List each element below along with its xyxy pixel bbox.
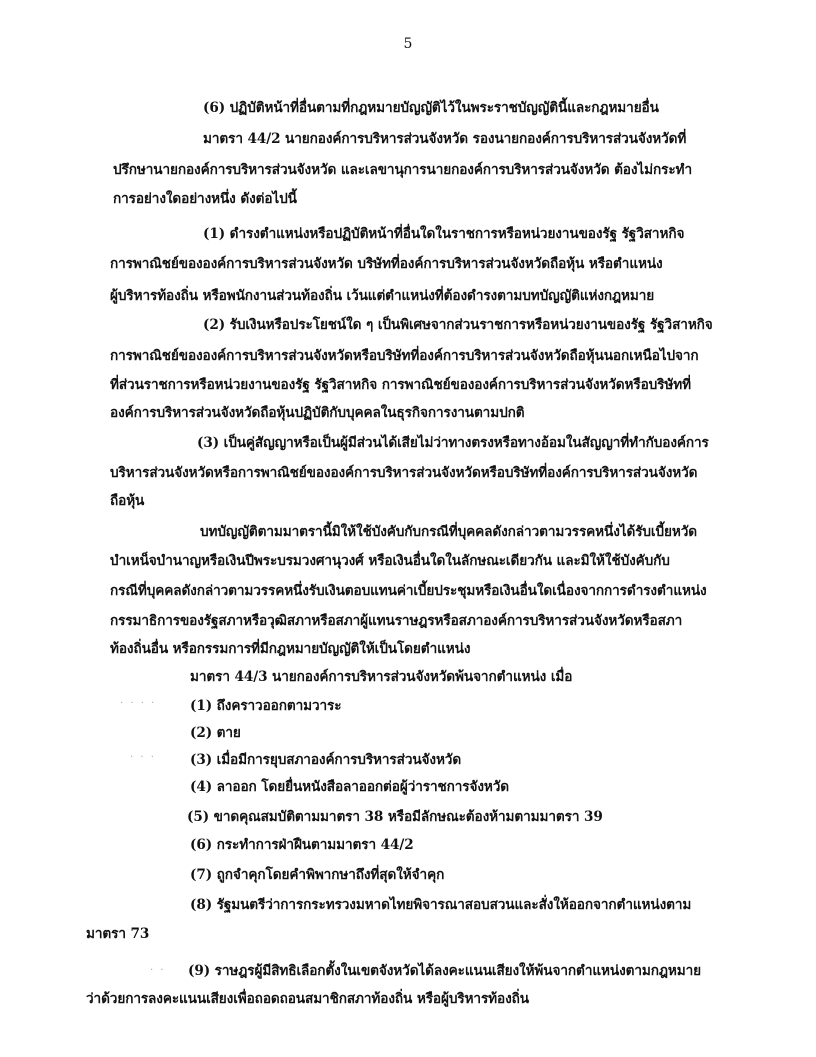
paragraph-line: การพาณิชย์ขององค์การบริหารส่วนจังหวัดหรือบริษัทที่องค์การบริหารส่วนจังหวัดถือหุ้นนอกเหนือไปจาก xyxy=(110,348,699,364)
paragraph-line: ท้องถิ่นอื่น หรือกรรมการที่มีกฎหมายบัญญัติให้เป็นโดยตำแหน่ง xyxy=(110,641,471,657)
paragraph-line: การพาณิชย์ขององค์การบริหารส่วนจังหวัด บริษัทที่องค์การบริหารส่วนจังหวัดถือหุ้น หรือตำแหน่ง xyxy=(110,256,663,272)
paragraph-line: ถือหุ้น xyxy=(110,493,145,509)
list-item-line: (8) รัฐมนตรีว่าการกระทรวงมหาดไทยพิจารณาสอบสวนและสั่งให้ออกจากตำแหน่งตาม xyxy=(190,897,692,913)
paragraph-line: องค์การบริหารส่วนจังหวัดถือหุ้นปฏิบัติกับบุคคลในธุรกิจการงานตามปกติ xyxy=(110,405,525,421)
section-heading-line: มาตรา 44/2 นายกองค์การบริหารส่วนจังหวัด รองนายกองค์การบริหารส่วนจังหวัดที่ xyxy=(203,131,687,147)
list-item-line: (9) ราษฎรผู้มีสิทธิเลือกตั้งในเขตจังหวัดได้ลงคะแนนเสียงให้พ้นจากตำแหน่งตามกฎหมาย xyxy=(188,963,702,979)
section-heading-line: มาตรา 44/3 นายกองค์การบริหารส่วนจังหวัดพ้นจากตำแหน่ง เมื่อ xyxy=(190,669,573,685)
list-item-line: (1) ถึงคราวออกตามวาระ xyxy=(190,698,342,714)
scan-speckle: · · · · xyxy=(120,698,157,709)
paragraph-line: บริหารส่วนจังหวัดหรือการพาณิชย์ขององค์การบริหารส่วนจังหวัดหรือบริษัทที่องค์การบริหารส่วนจังหวัด xyxy=(110,465,698,481)
list-item-line: (6) กระทำการฝ่าฝืนตามมาตรา 44/2 xyxy=(190,837,414,853)
list-item-line: (5) ขาดคุณสมบัติตามมาตรา 38 หรือมีลักษณะต้องห้ามตามมาตรา 39 xyxy=(187,809,603,825)
paragraph-line: ที่ส่วนราชการหรือหน่วยงานของรัฐ รัฐวิสาหกิจ การพาณิชย์ขององค์การบริหารส่วนจังหวัดหรือบริษัทที่ xyxy=(110,377,691,393)
paragraph-line: ว่าด้วยการลงคะแนนเสียงเพื่อถอดถอนสมาชิกสภาท้องถิ่น หรือผู้บริหารท้องถิ่น xyxy=(86,991,529,1007)
paragraph-line: บทบัญญัติตามมาตรานี้มิให้ใช้บังคับกับกรณีที่บุคคลดังกล่าวตามวรรคหนึ่งได้รับเบี้ยหวัด xyxy=(200,524,697,540)
list-item-line: (7) ถูกจำคุกโดยคำพิพากษาถึงที่สุดให้จำคุก xyxy=(190,867,445,883)
scan-speckle: · · · xyxy=(130,752,156,763)
paragraph-line: ผู้บริหารท้องถิ่น หรือพนักงานส่วนท้องถิ่น เว้นแต่ตำแหน่งที่ต้องดำรงตามบทบัญญัติแห่งกฎหมาย xyxy=(110,288,655,304)
list-item-line: (4) ลาออก โดยยื่นหนังสือลาออกต่อผู้ว่าราชการจังหวัด xyxy=(190,779,510,795)
paragraph-line: กรรมาธิการของรัฐสภาหรือวุฒิสภาหรือสภาผู้แทนราษฎรหรือสภาองค์การบริหารส่วนจังหวัดหรือสภา xyxy=(110,613,683,629)
list-item-line: (1) ดำรงตำแหน่งหรือปฏิบัติหน้าที่อื่นใดในราชการหรือหน่วยงานของรัฐ รัฐวิสาหกิจ xyxy=(203,226,685,242)
paragraph-line: ปรึกษานายกองค์การบริหารส่วนจังหวัด และเลขานุการนายกองค์การบริหารส่วนจังหวัด ต้องไม่กระทำ xyxy=(113,162,693,178)
list-item-line: (3) เป็นคู่สัญญาหรือเป็นผู้มีส่วนได้เสียไม่ว่าทางตรงหรือทางอ้อมในสัญญาที่ทำกับองค์การ xyxy=(197,435,709,451)
paragraph-line: มาตรา 73 xyxy=(86,926,150,942)
paragraph-line: บำเหน็จบำนาญหรือเงินปีพระบรมวงศานุวงศ์ หรือเงินอื่นใดในลักษณะเดียวกัน และมิให้ใช้บังคับกับ xyxy=(110,553,670,569)
list-item-line: (2) รับเงินหรือประโยชน์ใด ๆ เป็นพิเศษจากส่วนราชการหรือหน่วยงานของรัฐ รัฐวิสาหกิจ xyxy=(203,317,713,333)
page-number: 5 xyxy=(403,36,413,52)
paragraph-line: (6) ปฏิบัติหน้าที่อื่นตามที่กฎหมายบัญญัติไว้ในพระราชบัญญัตินี้และกฎหมายอื่น xyxy=(203,100,659,116)
paragraph-line: กรณีที่บุคคลดังกล่าวตามวรรคหนึ่งรับเงินตอบแทนค่าเบี้ยประชุมหรือเงินอื่นใดเนื่องจากการดำรงตำแหน่ง xyxy=(110,583,707,599)
list-item-line: (2) ตาย xyxy=(190,725,241,741)
list-item-line: (3) เมื่อมีการยุบสภาองค์การบริหารส่วนจังหวัด xyxy=(190,752,462,768)
paragraph-line: การอย่างใดอย่างหนึ่ง ดังต่อไปนี้ xyxy=(113,191,297,207)
scan-speckle: · · xyxy=(150,965,166,976)
